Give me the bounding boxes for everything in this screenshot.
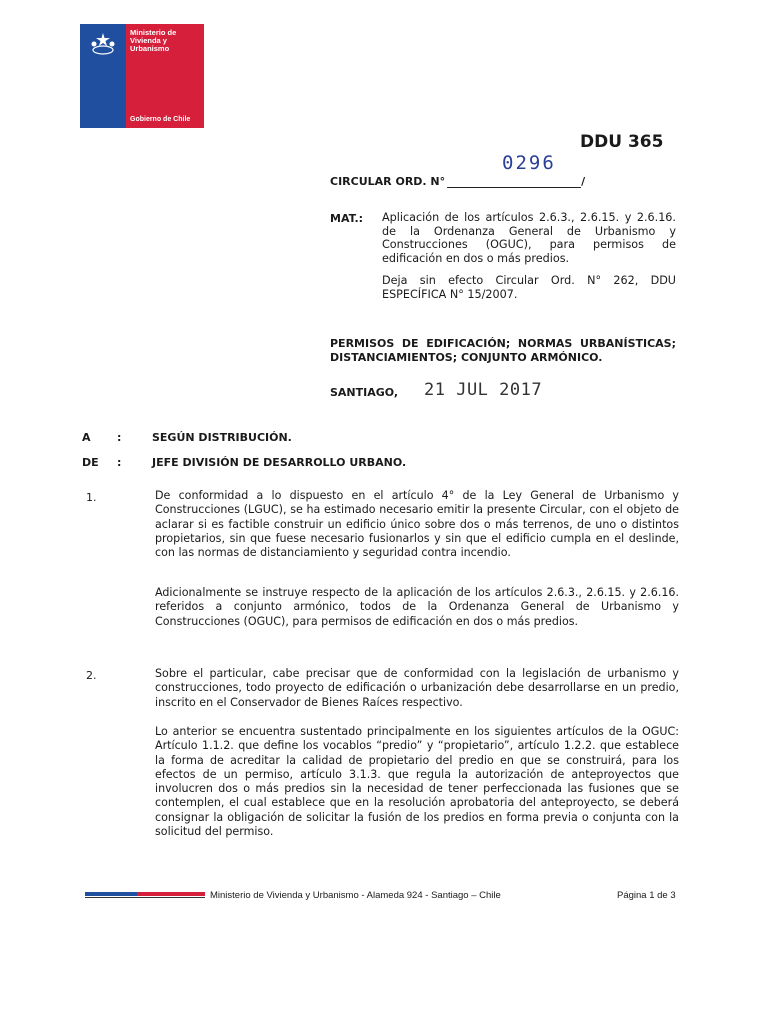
footer-address: Ministerio de Vivienda y Urbanismo - Alameda 924 - Santiago – Chile [210,890,501,901]
circular-suffix: / [581,175,586,188]
to-colon: : [117,431,122,444]
government-name: Gobierno de Chile [130,116,191,123]
circular-number-line [447,177,581,188]
mat-text-repeal: Deja sin efecto Circular Ord. N° 262, DDU ESPECÍFICA N° 15/2007. [382,274,676,301]
section-paragraph: Adicionalmente se instruye respecto de la aplicación de los artículos 2.6.3., 2.6.15. y 2.6.16. referidos a conjunto armónico, todos de la Ordenanza General de Urbanismo y Construcciones (OGUC), para permisos de edificación en dos o más predios. [155,586,679,628]
to-value: SEGÚN DISTRIBUCIÓN. [152,431,292,444]
mat-label: MAT.: [330,212,364,225]
to-label: A [82,431,91,444]
circular-label: CIRCULAR ORD. N° [330,175,446,188]
subject-keywords: PERMISOS DE EDIFICACIÓN; NORMAS URBANÍSTICAS; DISTANCIAMIENTOS; CONJUNTO ARMÓNICO. [330,337,676,364]
from-value: JEFE DIVISIÓN DE DESARROLLO URBANO. [152,456,407,469]
section-paragraph: Sobre el particular, cabe precisar que de conformidad con la legislación de urbanismo y construcciones, todo proyecto de edificación o urbanización debe desarrollarse en un predio, inscrito en el Conservador de Bienes Raíces respectivo. [155,667,679,709]
from-colon: : [117,456,122,469]
mat-text: Aplicación de los artículos 2.6.3., 2.6.15. y 2.6.16. de la Ordenanza General de Urbanismo y Construcciones (OGUC), para permisos de edificación en dos o más predios. [382,211,676,265]
ministry-logo [80,24,204,128]
circular-label-row [330,175,585,188]
section-paragraph: De conformidad a lo dispuesto en el artículo 4° de la Ley General de Urbanismo y Construcciones (LGUC), se ha estimado necesario emitir la presente Circular, con el objeto de aclarar si es factible construir un edificio único sobre dos o más terrenos, de uno o distintos propietarios, sin que fuese necesario fusionarlos y sin que el edificio cumpla en el deslinde, con las normas de distanciamiento y seguridad contra incendio. [155,489,679,560]
page-indicator: Página 1 de 3 [617,890,676,901]
coat-of-arms-icon [89,30,117,58]
date-city: SANTIAGO, [330,386,399,399]
document-code: DDU 365 [580,132,664,152]
circular-number-stamp: 0296 [502,152,556,174]
date-stamp: 21 JUL 2017 [424,380,543,400]
footer-color-bar [85,892,205,896]
section-number: 1. [86,491,97,504]
ministry-name: Ministerio de Vivienda y Urbanismo [130,28,177,53]
from-label: DE [82,456,99,469]
section-number: 2. [86,669,97,682]
footer-divider [85,897,205,898]
section-paragraph: Lo anterior se encuentra sustentado principalmente en los siguientes artículos de la OGUC: Artículo 1.1.2. que define los vocablos “predio” y “propietario”, artículo 1.2.2. que establece la forma de acreditar la calidad de propietario del predio en que se construirá, para los efectos de un permiso, artículo 3.1.3. que regula la autorización de anteproyectos que involucren dos o más predios sin la necesidad de tener perfeccionada las fusiones que se contemplen, el cual establece que en la resolución aprobatoria del anteproyecto, se deberá consignar la obligación de solicitar la fusión de los predios en forma previa o conjunta con la solicitud del permiso. [155,725,679,839]
